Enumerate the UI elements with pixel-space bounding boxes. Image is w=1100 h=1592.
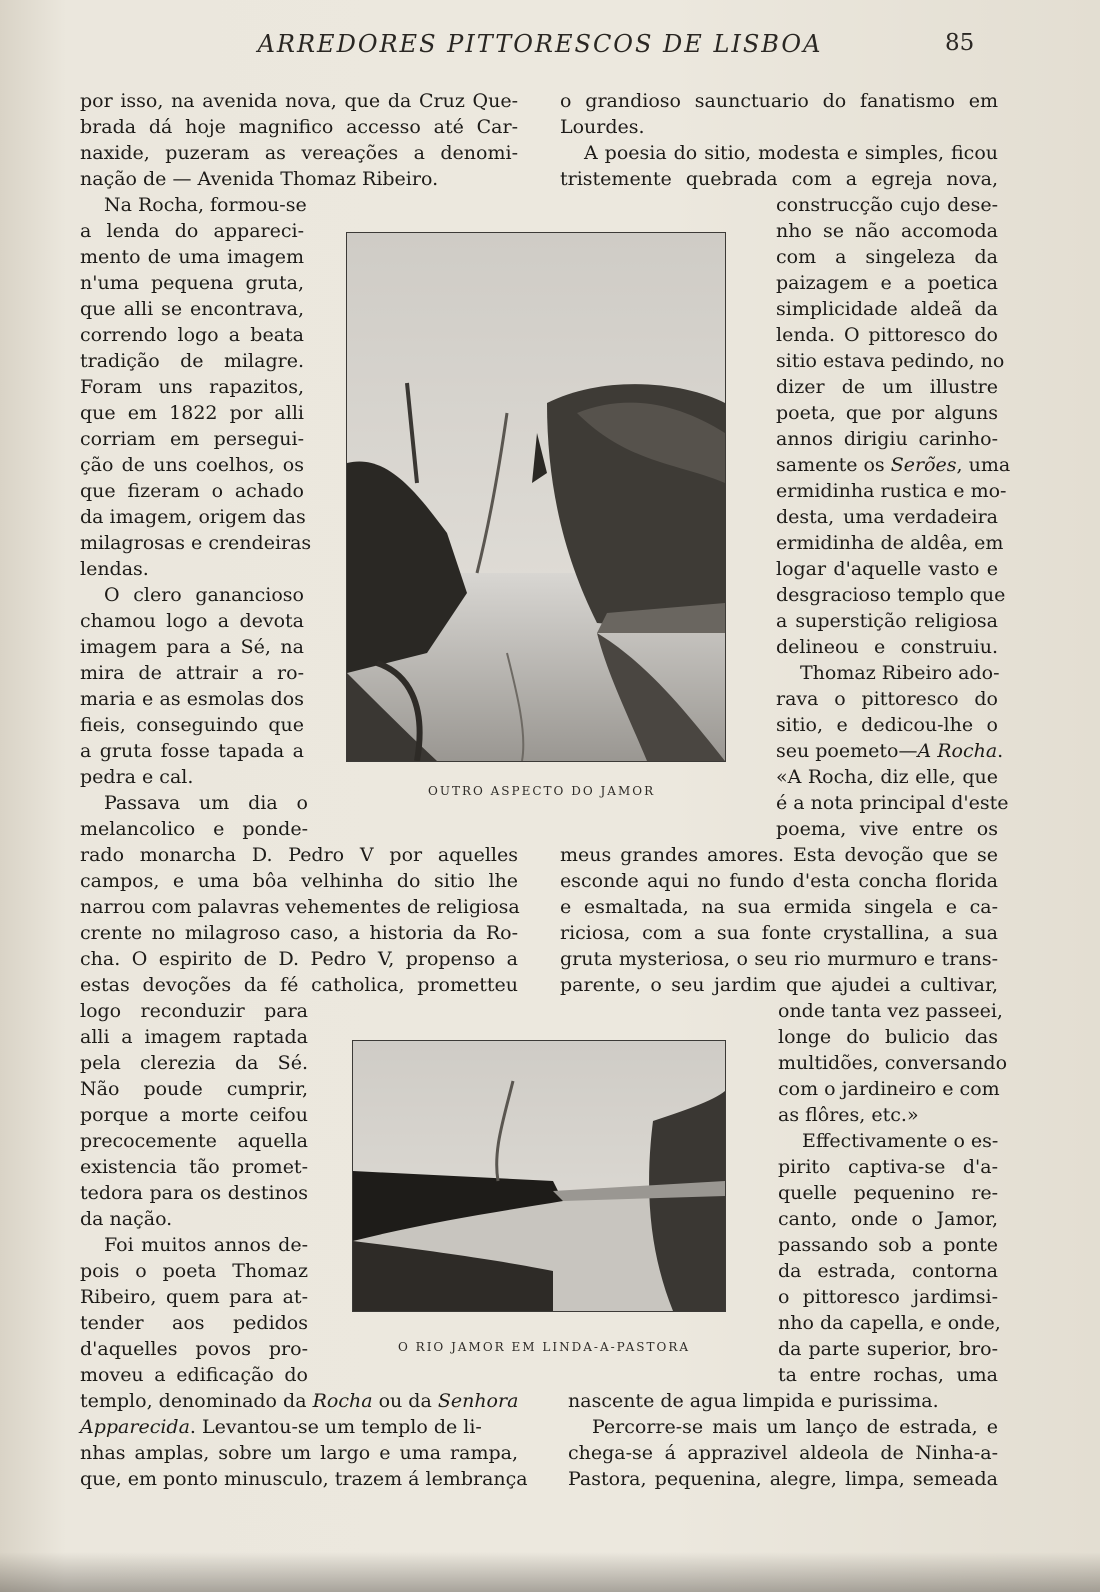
text-line: logo reconduzir para [80,1000,308,1022]
running-header: ARREDORES PITTORESCOS DE LISBOA [257,30,823,58]
text-line: multidões, conversando [778,1052,1008,1074]
text-line: com a singeleza da [776,246,998,268]
page-bottom-shadow [0,1552,1100,1592]
text-line: delineou e construiu. [776,636,998,658]
text-line: o grandioso saunctuario do fanatismo em [560,90,998,112]
river-photo-1 [346,232,726,762]
page-number: 85 [945,30,975,56]
text-line: que alli se encontrava, [80,298,304,320]
text-line: fieis, conseguindo que [80,714,304,736]
text-line: a superstição religiosa [776,610,998,632]
text-line: é a nota principal d'este [776,792,1009,814]
text-line: chega-se á apprazivel aldeola de Ninha-a- [568,1442,998,1464]
text-line [80,1388,518,1414]
text-line: nascente de agua limpida e purissima. [568,1390,939,1412]
text-line: ermidinha rustica e mo- [776,480,1007,502]
text-run: A Rocha [917,740,998,762]
text-line: quelle pequenino re- [778,1182,998,1204]
text-line: lendas. [80,558,149,580]
text-line: paizagem e a poetica [776,272,998,294]
text-line: a lenda do appareci- [80,220,304,242]
text-line: Não poude cumprir, [80,1078,308,1100]
text-run: samente os [776,454,891,476]
text-line: Percorre-se mais um lanço de estrada, e [592,1416,998,1438]
text-line: gruta mysteriosa, o seu rio murmuro e trans- [560,948,998,970]
text-line: com o jardineiro e com [778,1078,1000,1100]
text-line: pedra e cal. [80,766,194,788]
text-line: nho se não accomoda [776,220,998,242]
text-line: canto, onde o Jamor, [778,1208,998,1230]
text-line: nação de — Avenida Thomaz Ribeiro. [80,168,439,190]
text-line: cha. O espirito de D. Pedro V, propenso a [80,948,518,970]
text-line: estas devoções da fé catholica, prometteu [80,974,518,996]
text-line: que fizeram o achado [80,480,304,502]
text-line: meus grandes amores. Esta devoção que se [560,844,998,866]
text-line: lenda. O pittoresco do [776,324,998,346]
text-line: corriam em persegui- [80,428,304,450]
text-line: poema, vive entre os [776,818,998,840]
text-line: existencia tão promet- [80,1156,308,1178]
text-line: passando sob a ponte [778,1234,998,1256]
text-line: esconde aqui no fundo d'esta concha florida [560,870,998,892]
text-run: . Levantou-se um templo de li- [189,1416,482,1438]
text-line: moveu a edificação do [80,1364,308,1386]
text-line: Pastora, pequenina, alegre, limpa, semeada [568,1468,998,1490]
text-line: rava o pittoresco do [776,688,998,710]
text-run: Serões [890,454,957,476]
text-line: longe do bulicio das [778,1026,998,1048]
text-line: d'aquelles povos pro- [80,1338,308,1360]
text-line: o pittoresco jardimsi- [778,1286,998,1308]
text-line: construcção cujo dese- [776,194,998,216]
text-line: que em 1822 por alli [80,402,304,424]
text-run: Senhora [437,1390,519,1412]
text-line [776,452,1011,478]
text-line: ção de uns coelhos, os [80,454,304,476]
text-line: nho da capella, e onde, [778,1312,1001,1334]
text-line: dizer de um illustre [776,376,998,398]
text-run: ou da [372,1390,438,1412]
text-run: templo, denominado da [80,1390,313,1412]
text-line: da nação. [80,1208,173,1230]
text-line: «A Rocha, diz elle, que [776,766,998,788]
text-line: porque a morte ceifou [80,1104,308,1126]
text-line: melancolico e ponde- [80,818,308,840]
text-run: , uma [956,454,1011,476]
text-line: precocemente aquella [80,1130,308,1152]
text-line: rado monarcha D. Pedro V por aquelles [80,844,518,866]
text-line: desta, uma verdadeira [776,506,998,528]
text-line: parente, o seu jardim que ajudei a cultivar, [560,974,998,996]
text-line: logar d'aquelle vasto e [776,558,998,580]
text-line: poeta, que por alguns [776,402,998,424]
text-line: pirito captiva-se d'a- [778,1156,998,1178]
text-line: Na Rocha, formou-se [104,194,307,216]
text-line: simplicidade aldeã da [776,298,998,320]
river-photo-1-image [347,233,725,761]
text-line: por isso, na avenida nova, que da Cruz Que- [80,90,518,112]
text-line: Passava um dia o [104,792,308,814]
text-line: campos, e uma bôa velhinha do sitio lhe [80,870,518,892]
text-line: ermidinha de aldêa, em [776,532,1004,554]
text-line: pois o poeta Thomaz [80,1260,308,1282]
text-line: ta entre rochas, uma [778,1364,998,1386]
text-line: Foi muitos annos de- [104,1234,308,1256]
text-run: seu poemeto— [776,740,918,762]
text-line: mira de attrair a ro- [80,662,304,684]
text-line: correndo logo a beata [80,324,304,346]
text-line: a gruta fosse tapada a [80,740,304,762]
text-line: tender aos pedidos [80,1312,308,1334]
photo-2-caption: O RIO JAMOR EM LINDA-A-PASTORA [398,1340,691,1354]
text-line: O clero ganancioso [104,584,304,606]
text-line: tristemente quebrada com a egreja nova, [560,168,998,190]
text-run: . [997,740,1004,762]
text-line: riciosa, com a sua fonte crystallina, a sua [560,922,998,944]
river-photo-2 [352,1040,726,1312]
text-line: Effectivamente o es- [802,1130,999,1152]
text-line: sitio estava pedindo, no [776,350,1005,372]
text-line: milagrosas e crendeiras [80,532,312,554]
text-run: Apparecida [80,1416,190,1438]
text-line: Ribeiro, quem para at- [80,1286,308,1308]
text-line: tedora para os destinos [80,1182,308,1204]
text-line: que, em ponto minusculo, trazem á lembrança [80,1468,528,1490]
text-line: da imagem, origem das [80,506,306,528]
text-line: chamou logo a devota [80,610,304,632]
river-photo-2-image [353,1041,725,1311]
text-line: tradição de milagre. [80,350,304,372]
text-line: annos dirigiu carinho- [776,428,998,450]
text-line: imagem para a Sé, na [80,636,304,658]
text-line: brada dá hoje magnifico accesso até Car- [80,116,518,138]
photo-1-caption: OUTRO ASPECTO DO JAMOR [428,784,656,798]
text-line: nhas amplas, sobre um largo e uma rampa, [80,1442,518,1464]
text-line [776,738,1004,764]
text-line: da estrada, contorna [778,1260,998,1282]
text-run: Rocha [312,1390,373,1412]
text-line: Foram uns rapazitos, [80,376,304,398]
text-line: crente no milagroso caso, a historia da Ro- [80,922,518,944]
text-line: pela clerezia da Sé. [80,1052,308,1074]
text-line: alli a imagem raptada [80,1026,308,1048]
text-line: sitio, e dedicou-lhe o [776,714,998,736]
text-line: as flôres, etc.» [778,1104,919,1126]
text-line: maria e as esmolas dos [80,688,304,710]
text-line: onde tanta vez passeei, [778,1000,1003,1022]
text-line: naxide, puzeram as vereações a denomi- [80,142,518,164]
text-line: Thomaz Ribeiro ado- [800,662,1000,684]
text-line: Lourdes. [560,116,645,138]
text-line: desgracioso templo que [776,584,1006,606]
text-line: narrou com palavras vehementes de religiosa [80,896,520,918]
text-line [80,1414,518,1440]
text-line: da parte superior, bro- [778,1338,998,1360]
text-line: mento de uma imagem [80,246,304,268]
text-line: e esmaltada, na sua ermida singela e ca- [560,896,998,918]
text-line: n'uma pequena gruta, [80,272,304,294]
text-line: A poesia do sitio, modesta e simples, ficou [584,142,998,164]
